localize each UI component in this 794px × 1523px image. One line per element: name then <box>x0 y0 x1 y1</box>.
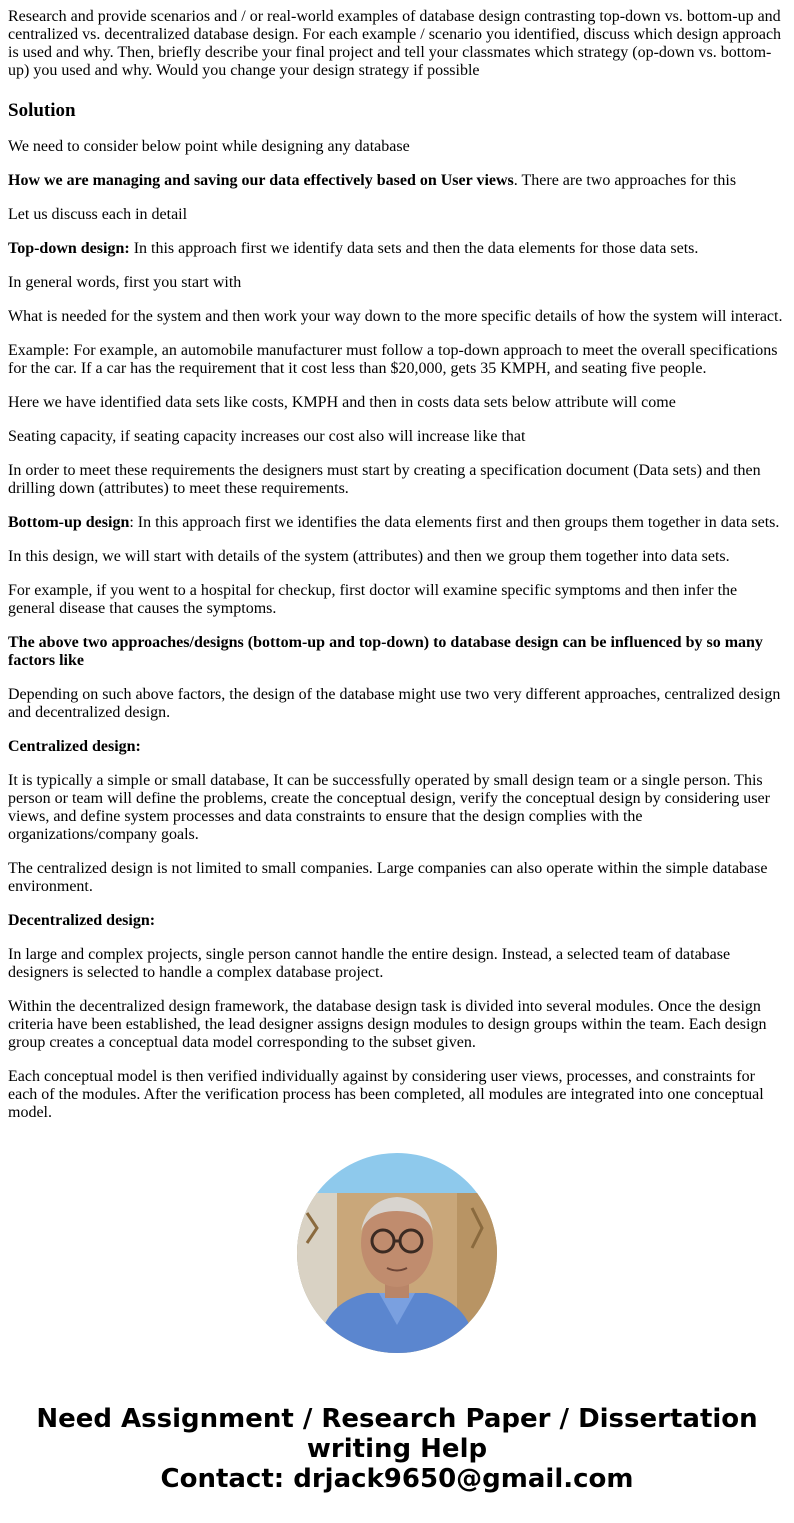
paragraph: For example, if you went to a hospital for checkup, first doctor will examine specific symptoms and then infer the general disease that causes the symptoms. <box>8 582 738 617</box>
paragraph: Let us discuss each in detail <box>8 206 188 223</box>
paragraph <box>8 912 786 930</box>
bold-lead: Bottom-up design <box>8 514 130 531</box>
paragraph-text: In this approach first we identify data sets and then the data elements for those data sets. <box>129 240 699 257</box>
paragraph: We need to consider below point while designing any database <box>8 138 410 155</box>
paragraph: In order to meet these requirements the designers must start by creating a specification document (Data sets) and then drilling down (attributes) to meet these requirements. <box>8 462 761 497</box>
paragraph <box>8 738 786 756</box>
paragraph-text: . There are two approaches for this <box>513 172 737 189</box>
paragraph <box>8 172 786 190</box>
paragraph: Each conceptual model is then verified individually against by considering user views, processes, and constraints for each of the modules. After the verification process has been completed, all modules are integrated into one conceptual model. <box>8 1068 764 1121</box>
paragraph: Example: For example, an automobile manufacturer must follow a top-down approach to meet the overall specifications for the car. If a car has the requirement that it cost less than $20,000, gets 35 KMPH, and seating five people. <box>8 342 778 377</box>
bold-lead: How we are managing and saving our data effectively based on User views <box>8 172 514 189</box>
section-heading-centralized: Centralized design: <box>8 738 141 755</box>
bold-heading: The above two approaches/designs (bottom-up and top-down) to database design can be influenced by so many factors like <box>8 634 763 669</box>
question-text: Research and provide scenarios and / or real-world examples of database design contrasting top-down vs. bottom-up and centralized vs. decentralized database design. For each example / scenario you identified, discuss which design approach is used and why. Then, briefly describe your final project and tell your classmates which strategy (op-down vs. bottom-up) you used and why. Would you change your design strategy if possible <box>8 8 782 79</box>
paragraph: In this design, we will start with details of the system (attributes) and then we group them together into data sets. <box>8 548 730 565</box>
footer-banner <box>0 1404 794 1494</box>
section-heading-decentralized: Decentralized design: <box>8 912 156 929</box>
paragraph: It is typically a simple or small database, It can be successfully operated by small design team or a single person. This person or team will define the problems, create the conceptual design, verify the conceptual design by considering user views, and define system processes and data constraints to ensure that the design complies with the organizations/company goals. <box>8 772 770 843</box>
footer-line: writing Help <box>306 1434 488 1464</box>
solution-heading: Solution <box>8 100 76 121</box>
bold-lead: Top-down design: <box>8 240 130 257</box>
paragraph: Within the decentralized design framework, the database design task is divided into several modules. Once the design criteria have been established, the lead designer assigns design modules to design groups within the team. Each design group creates a conceptual data model corresponding to the subset given. <box>8 998 767 1051</box>
footer-line: Need Assignment / Research Paper / Dissertation <box>36 1404 758 1434</box>
footer-contact: Contact: drjack9650@gmail.com <box>160 1464 634 1494</box>
paragraph: The centralized design is not limited to small companies. Large companies can also operate within the simple database environment. <box>8 860 768 895</box>
paragraph <box>8 634 786 670</box>
paragraph: Depending on such above factors, the design of the database might use two very different approaches, centralized design and decentralized design. <box>8 686 781 721</box>
person-portrait-icon <box>297 1153 497 1353</box>
paragraph: Here we have identified data sets like costs, KMPH and then in costs data sets below attribute will come <box>8 394 676 411</box>
author-photo <box>297 1153 497 1353</box>
paragraph: What is needed for the system and then work your way down to the more specific details of how the system will interact. <box>8 308 783 325</box>
paragraph-text: : In this approach first we identifies the data elements first and then groups them together in data sets. <box>129 514 780 531</box>
paragraph: In general words, first you start with <box>8 274 242 291</box>
paragraph: In large and complex projects, single person cannot handle the entire design. Instead, a selected team of database designers is selected to handle a complex database project. <box>8 946 731 981</box>
paragraph <box>8 240 786 258</box>
paragraph <box>8 514 786 532</box>
paragraph: Seating capacity, if seating capacity increases our cost also will increase like that <box>8 428 526 445</box>
